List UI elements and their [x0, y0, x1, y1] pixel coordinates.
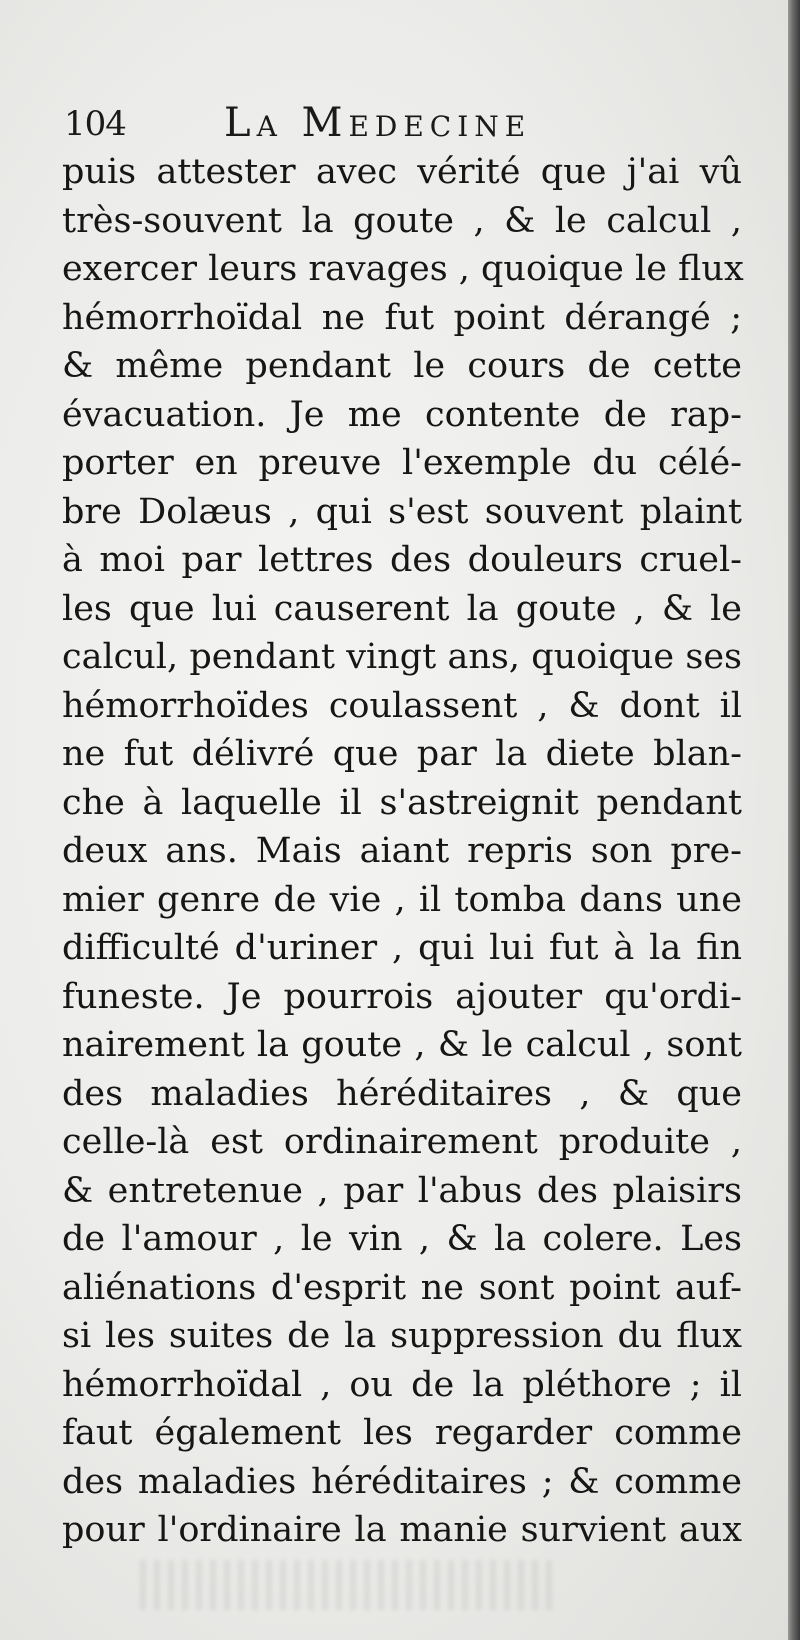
text-line: hémorrhoïdal ne fut point dérangé ;: [62, 297, 742, 338]
text-line: celle-là est ordinairement produite ,: [62, 1122, 742, 1162]
text-line: porter en preuve l'exemple du célé-: [62, 443, 742, 483]
text-line: de l'amour , le vin , & la colere. Les: [62, 1219, 742, 1259]
text-line: des maladies héréditaires ; & comme: [62, 1461, 742, 1502]
text-line: des maladies héréditaires , & que: [62, 1073, 742, 1114]
text-line: che à laquelle il s'astreignit pendant: [62, 782, 742, 823]
text-line: aliénations d'esprit ne sont point auf-: [62, 1267, 742, 1308]
text-line: puis attester avec vérité que j'ai vû: [62, 152, 742, 192]
text-line: bre Dolæus , qui s'est souvent plaint: [62, 491, 742, 532]
text-line: nairement la goute , & le calcul , sont: [62, 1025, 742, 1065]
text-line: difficulté d'uriner , qui lui fut à la fin: [62, 928, 742, 968]
text-line: & même pendant le cours de cette: [62, 346, 742, 386]
text-line: deux ans. Mais aiant repris son pre-: [62, 831, 742, 871]
show-through-bleed: [140, 1560, 560, 1610]
text-line: faut également les regarder comme: [62, 1413, 742, 1453]
text-line: ne fut délivré que par la diete blan-: [62, 734, 742, 774]
text-line: funeste. Je pourrois ajouter qu'ordi-: [62, 976, 742, 1017]
text-line: si les suites de la suppression du flux: [62, 1316, 742, 1356]
text-line: les que lui causerent la goute , & le: [62, 588, 742, 629]
text-line: & entretenue , par l'abus des plaisirs: [62, 1170, 742, 1211]
page-number: 104: [64, 104, 126, 144]
text-line: exercer leurs ravages , quoique le flux: [62, 249, 744, 289]
page-header: [64, 100, 744, 150]
text-line: mier genre de vie , il tomba dans une: [62, 879, 742, 920]
body-text: [62, 148, 742, 1555]
text-line: calcul, pendant vingt ans, quoique ses: [62, 637, 742, 677]
text-line: très-souvent la goute , & le calcul ,: [62, 200, 742, 241]
text-line: hémorrhoïdal , ou de la pléthore ; il: [62, 1364, 742, 1405]
text-line: pour l'ordinaire la manie survient aux: [62, 1510, 742, 1550]
text-line: évacuation. Je me contente de rap-: [62, 394, 742, 435]
text-line: à moi par lettres des douleurs cruel-: [62, 540, 742, 580]
page-edge-shadow: [788, 0, 800, 1640]
running-title: La Medecine: [224, 100, 532, 146]
text-line: hémorrhoïdes coulassent , & dont il: [62, 685, 742, 726]
